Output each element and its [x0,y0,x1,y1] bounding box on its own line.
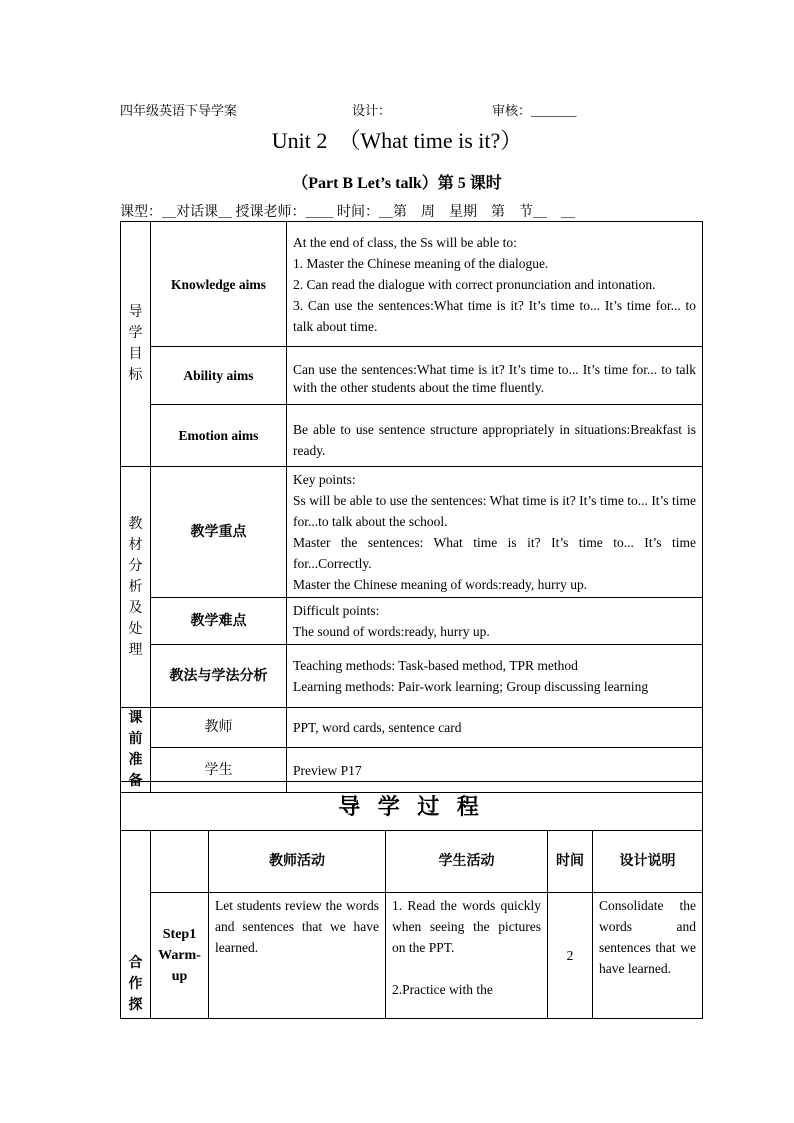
column-header: 教师活动 [209,831,386,893]
lesson-meta: 课型：＿对话课＿ 授课老师：＿＿ 时间：＿第 周 星期 第 节＿ ＿ [120,205,575,220]
column-header: 时间 [548,831,593,893]
aim-content: Be able to use sentence structure appropriately in situations:Breakfast is ready. [287,405,703,467]
analysis-content: Key points: Ss will be able to use the sentences: What time is it? It’s time to... It’s time for...to talk about the school. Master the sentences: What time is it? It’s time to... It’s time for...Correctly. Master the Chinese meaning of words:ready, hurry up. [287,467,703,598]
aim-name: Knowledge aims [151,222,287,347]
aims-table [120,221,703,467]
analysis-table [120,466,703,793]
analysis-name: 教学重点 [151,467,287,598]
aim-content: At the end of class, the Ss will be able to: 1. Master the Chinese meaning of the dialogue. 2. Can read the dialogue with correct pronunciation and intonation. 3. Can use the sentences:What time is it? It’s time to... It’s time for... to talk about time. [287,222,703,347]
aim-content: Can use the sentences:What time is it? It’s time to... It’s time for... to talk with the other students about the time fluently. [287,347,703,405]
process-heading: 导 学 过 程 [121,782,703,831]
empty-header-cell [151,831,209,893]
prep-content: Preview P17 [287,748,703,793]
student-activity: 1. Read the words quickly when seeing the pictures on the PPT. 2.Practice with the [386,893,548,1019]
aim-name: Emotion aims [151,405,287,467]
analysis-content: Teaching methods: Task-based method, TPR method Learning methods: Pair-work learning; Group discussing learning [287,645,703,708]
prep-name: 学生 [151,748,287,793]
prep-content: PPT, word cards, sentence card [287,708,703,748]
process-table [120,781,703,1019]
design-note: Consolidate the words and sentences that we have learned. [593,893,703,1019]
analysis-name: 教法与学法分析 [151,645,287,708]
column-header: 设计说明 [593,831,703,893]
doc-header-review: 审核：_______ [492,103,577,118]
time-cell: 2 [548,893,593,1019]
prep-name: 教师 [151,708,287,748]
aims-side-label: 导 学 目 标 [121,222,151,467]
doc-header-left: 四年级英语下导学案 [120,103,238,118]
page-title: Unit 2 （What time is it?） [271,128,523,153]
analysis-name: 教学难点 [151,598,287,645]
prep-side-label: 课 前 准 备 [121,708,151,793]
doc-header-design: 设计： [352,103,392,118]
teacher-activity: Let students review the words and sentences that we have learned. [209,893,386,1019]
page-subtitle: （Part B Let’s talk）第 5 课时 [292,175,502,192]
step-name: Step1 Warm-up [151,893,209,1019]
column-header: 学生活动 [386,831,548,893]
aim-name: Ability aims [151,347,287,405]
analysis-side-label: 教 材 分 析 及 处 理 [121,467,151,708]
analysis-content: Difficult points: The sound of words:ready, hurry up. [287,598,703,645]
process-side-label: 合 作 探 [121,831,151,1019]
